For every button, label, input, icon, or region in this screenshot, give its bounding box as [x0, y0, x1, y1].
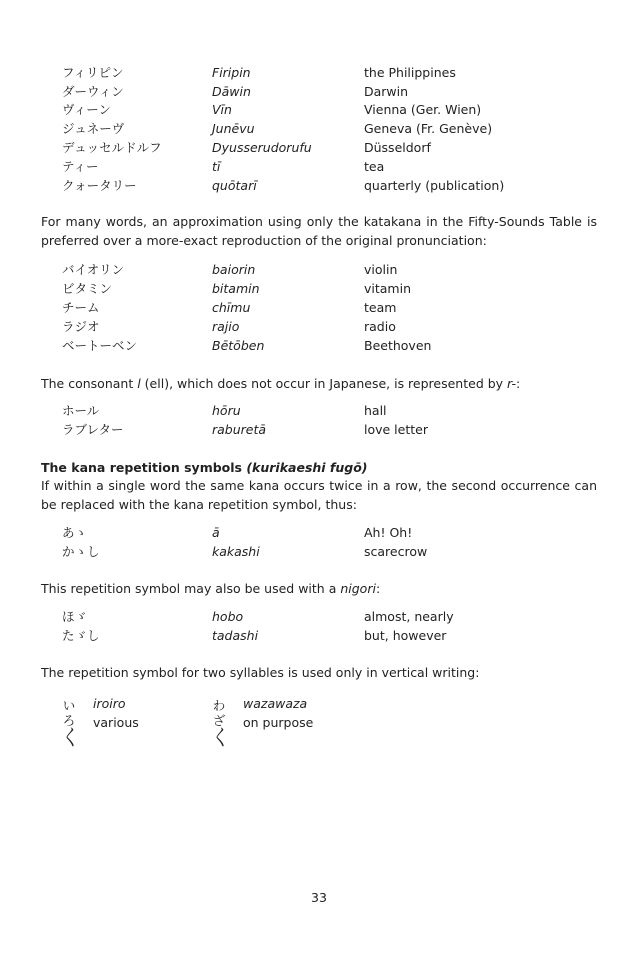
english-cell: on purpose: [243, 715, 314, 730]
romaji-cell: Vīn: [212, 102, 232, 117]
kana-cell: ダーウィン: [62, 84, 124, 99]
repetition-mark-icon: く: [61, 726, 80, 751]
kana-cell: バイオリン: [62, 262, 125, 277]
english-cell: Düsseldorf: [364, 140, 431, 155]
english-cell: almost, nearly: [364, 609, 454, 624]
english-cell: vitamin: [364, 281, 412, 296]
page-number: 33: [311, 890, 327, 905]
romaji-cell: Dāwin: [212, 84, 251, 99]
text-span: This repetition symbol may also be used with a: [41, 581, 341, 596]
english-cell: scarecrow: [364, 544, 428, 559]
section-heading: [41, 459, 368, 477]
romaji-cell: kakashi: [212, 544, 260, 559]
heading-text: The kana repetition symbols: [41, 460, 247, 475]
kana-cell: あゝ: [62, 525, 88, 540]
kana-cell: かゝし: [62, 544, 100, 559]
english-cell: various: [93, 715, 139, 730]
kana-cell: チーム: [62, 300, 100, 315]
english-cell: Ah! Oh!: [364, 525, 413, 540]
romaji-cell: tadashi: [212, 628, 259, 643]
vertical-kana: わ: [212, 698, 226, 713]
english-cell: the Philippines: [364, 65, 456, 80]
romaji-cell: ā: [212, 525, 220, 540]
romaji-cell: Firipin: [212, 65, 251, 80]
paragraph-nigori: [41, 580, 380, 598]
paragraph-vertical: The repetition symbol for two syllables is used only in vertical writing:: [41, 665, 480, 680]
paragraph-consonant-l: [41, 375, 520, 393]
romaji-cell: iroiro: [93, 696, 126, 711]
kana-cell: ビタミン: [62, 281, 113, 296]
english-cell: hall: [364, 403, 387, 418]
english-cell: Vienna (Ger. Wien): [364, 102, 482, 117]
romaji-cell: Bētōben: [212, 338, 265, 353]
romaji-cell: bitamin: [212, 281, 260, 296]
kana-cell: ヴィーン: [62, 102, 112, 117]
letter-l: l: [137, 376, 141, 391]
vertical-kana: ろ: [62, 713, 76, 728]
romaji-cell: hobo: [212, 609, 244, 624]
heading-term: (kurikaeshi fugō): [246, 460, 368, 475]
romaji-cell: Dyusserudorufu: [212, 140, 312, 155]
kana-cell: ジュネーヴ: [62, 121, 125, 136]
nigori-term: nigori: [340, 581, 376, 596]
repetition-mark-icon: く: [211, 726, 230, 751]
kana-cell: ティー: [62, 159, 99, 174]
english-cell: violin: [364, 262, 398, 277]
kana-cell: ホール: [62, 403, 100, 418]
kana-cell: たゞし: [62, 628, 100, 643]
english-cell: team: [364, 300, 397, 315]
romaji-cell: chīmu: [212, 300, 251, 315]
kana-cell: ベートーベン: [62, 338, 138, 353]
paragraph-approximation: For many words, an approximation using only the katakana in the Fifty-Sounds Table is preferred over a more-exact reproduction of the original pronunciation:: [41, 214, 597, 248]
romaji-cell: hōru: [212, 403, 241, 418]
vertical-kana: い: [62, 698, 76, 713]
romaji-cell: rajio: [212, 319, 240, 334]
text-span: The consonant: [41, 376, 138, 391]
kana-cell: ラジオ: [62, 319, 100, 334]
english-cell: tea: [364, 159, 385, 174]
kana-cell: ほゞ: [62, 609, 88, 624]
kana-cell: クォータリー: [62, 178, 137, 193]
letter-r: r-: [507, 376, 517, 391]
text-span: (ell), which does not occur in Japanese, is represented by: [140, 376, 508, 391]
romaji-cell: tī: [212, 159, 221, 174]
kana-cell: ラブレター: [62, 422, 124, 437]
kana-cell: フィリピン: [62, 65, 124, 80]
romaji-cell: raburetā: [212, 422, 267, 437]
english-cell: radio: [364, 319, 396, 334]
english-cell: Geneva (Fr. Genève): [364, 121, 493, 136]
vertical-kana: ざ: [212, 713, 226, 728]
text-span: :: [375, 581, 381, 596]
romaji-cell: wazawaza: [243, 696, 308, 711]
romaji-cell: Junēvu: [212, 121, 255, 136]
english-cell: Beethoven: [364, 338, 432, 353]
english-cell: love letter: [364, 422, 428, 437]
romaji-cell: baiorin: [212, 262, 256, 277]
english-cell: Darwin: [364, 84, 409, 99]
kana-cell: デュッセルドルフ: [62, 140, 162, 155]
english-cell: quarterly (publication): [364, 178, 505, 193]
romaji-cell: quōtarī: [212, 178, 257, 193]
english-cell: but, however: [364, 628, 447, 643]
paragraph-repetition: If within a single word the same kana occurs twice in a row, the second occurrence can be replaced with the kana repetition symbol, thus:: [41, 478, 597, 512]
text-span: :: [516, 376, 521, 391]
